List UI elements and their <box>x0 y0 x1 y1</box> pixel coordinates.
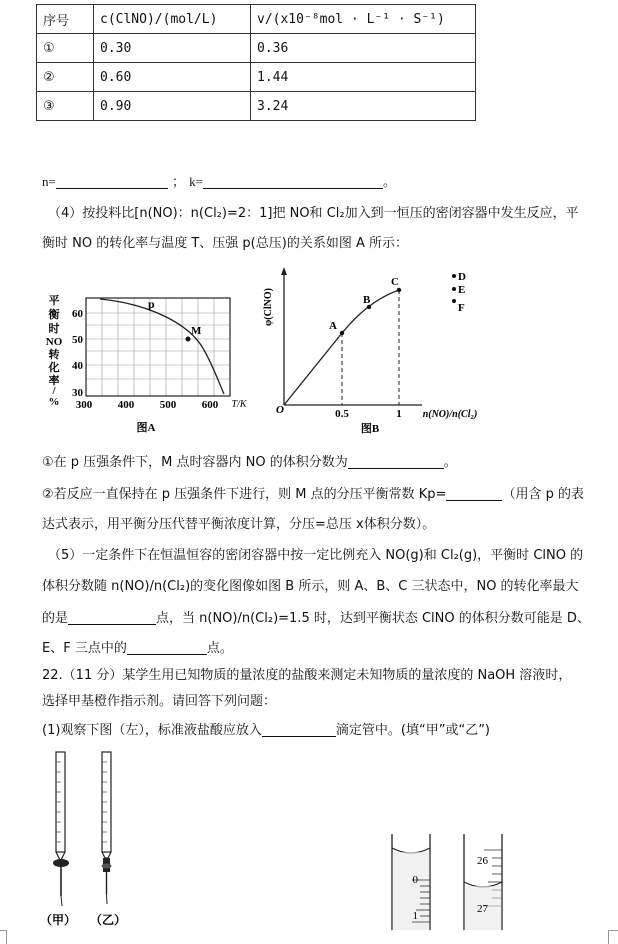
burettes-figure <box>36 748 146 934</box>
table-header-row <box>37 5 476 34</box>
figA-ytick: 40 <box>72 360 83 372</box>
table-cell: 0.60 <box>94 63 251 92</box>
reading-right <box>464 834 502 930</box>
figA-caption: 图A <box>136 422 156 434</box>
q4-sub1-end: 。 <box>443 455 457 470</box>
burette-left-label: （甲） <box>39 913 77 927</box>
figA-ylabel: 平 <box>48 295 60 307</box>
burette-yi <box>102 752 112 904</box>
q4-line2: 衡时 NO 的转化率与温度 T、压强 p(总压)的关系如图 A 所示： <box>42 236 408 251</box>
k-label: k= <box>189 174 203 189</box>
table-cell: 0.36 <box>251 34 476 63</box>
q22-blank-burette[interactable] <box>262 723 336 737</box>
q4-sub2 <box>42 487 584 501</box>
figB-xtick: 1 <box>396 408 402 420</box>
figB-origin: O <box>276 404 284 416</box>
figB-ylabel: φ(ClNO) <box>263 288 274 326</box>
table-row <box>37 34 476 63</box>
figA-ylabel: 衡 <box>48 309 60 321</box>
figB-caption: 图B <box>360 423 380 435</box>
q4-sub2-text: ②若反应一直保持在 p 压强条件下进行，则 M 点的分压平衡常数 Kp= <box>42 487 447 502</box>
figB-point-f <box>452 299 456 303</box>
figA-ylabel: NO <box>45 336 63 348</box>
q5-line4 <box>42 641 233 655</box>
reading-left <box>392 834 430 930</box>
q5-line3-start: 的是 <box>42 611 69 626</box>
corner-mark <box>608 930 618 931</box>
q4-sub2-blank[interactable] <box>446 487 502 501</box>
n-k-answer-line <box>42 175 396 189</box>
figA-xtick: 300 <box>75 399 93 411</box>
figA-xtick: 400 <box>117 399 135 411</box>
reading-left-top: 0 <box>412 874 418 886</box>
burette-right-label: （乙） <box>89 913 127 927</box>
line-end: 。 <box>382 175 396 190</box>
q22-line1: 22.（11 分）某学生用已知物质的量浓度的盐酸来测定未知物质的量浓度的 NaOH 溶液时， <box>42 668 572 683</box>
table-row <box>37 63 476 92</box>
table-cell: ① <box>37 34 94 63</box>
burette-jia <box>53 752 69 906</box>
q4-sub1-text: ①在 p 压强条件下，M 点时容器内 NO 的体积分数为 <box>42 455 348 470</box>
table-cell: 0.30 <box>94 34 251 63</box>
q22-line2: 选择甲基橙作指示剂。请回答下列问题： <box>42 694 277 709</box>
table-cell: ③ <box>37 92 94 121</box>
figA-xtick: 600 <box>201 399 219 411</box>
figure-a <box>40 288 245 436</box>
separator: ； <box>171 175 185 190</box>
figB-point-e <box>452 287 456 291</box>
stopcock-icon <box>53 859 69 867</box>
readings-figure <box>384 830 524 934</box>
figA-ylabel: 化 <box>48 362 60 374</box>
reading-left-bottom: 1 <box>412 910 418 922</box>
table-cell: 1.44 <box>251 63 476 92</box>
q22-line3-start: (1)观察下图（左），标准液盐酸应放入 <box>42 723 262 738</box>
q5-line3-rest: 点，当 n(NO)/n(Cl₂)=1.5 时，达到平衡状态 ClNO 的体积分数可能是 D、 <box>156 611 590 626</box>
reading-right-top: 26 <box>477 855 488 867</box>
corner-mark <box>608 930 609 944</box>
figure-b <box>262 265 502 437</box>
figA-ytick: 30 <box>72 387 83 399</box>
figA-ylabel: / <box>52 385 56 397</box>
figA-xtick: 500 <box>159 399 177 411</box>
figB-point-label: B <box>363 294 371 306</box>
rate-table <box>36 4 476 121</box>
q5-line2: 体积分数随 n(NO)/n(Cl₂)的变化图像如图 B 所示，则 A、B、C 三状态中，NO 的转化率最大 <box>42 579 579 594</box>
figA-ytick: 50 <box>72 334 83 346</box>
figB-xlabel: n(NO)/n(Cl₂) <box>422 409 478 420</box>
figA-ylabel: 转 <box>48 349 60 361</box>
q5-blank-point[interactable] <box>127 641 207 655</box>
q4-sub1 <box>42 455 457 469</box>
n-answer-blank[interactable] <box>56 175 168 189</box>
q4-sub1-blank[interactable] <box>348 455 444 469</box>
q5-line4-end: 点。 <box>206 641 233 656</box>
q5-line3 <box>42 611 590 625</box>
figB-extra-label: F <box>458 302 465 314</box>
figA-xunit: T/K <box>231 399 247 410</box>
q4-line1: （4）按投料比[n(NO)：n(Cl₂)=2：1]把 NO和 Cl₂加入到一恒压的密闭容器中发生反应，平 <box>48 206 579 221</box>
table-cell: ② <box>37 63 94 92</box>
figA-ylabel: 时 <box>48 323 60 335</box>
figB-point-a <box>340 331 344 335</box>
table-cell: 0.90 <box>94 92 251 121</box>
figB-point-c <box>397 288 401 292</box>
q5-line1: （5）一定条件下在恒温恒容的密闭容器中按一定比例充入 NO(g)和 Cl₂(g)，平衡时 ClNO 的 <box>48 548 584 563</box>
q5-blank-max[interactable] <box>68 611 156 625</box>
q4-sub2-tail: （用含 p 的表 <box>502 487 584 502</box>
reading-right-bottom: 27 <box>477 903 488 915</box>
table-row <box>37 92 476 121</box>
figA-point-label: M <box>191 325 202 337</box>
figB-xtick: 0.5 <box>335 408 349 420</box>
figB-point-label: C <box>391 276 399 288</box>
q5-line4-start: E、F 三点中的 <box>42 641 127 656</box>
figB-point-d <box>452 274 456 278</box>
table-header: 序号 <box>37 5 94 34</box>
figA-ylabel: % <box>48 396 60 408</box>
figB-point-label: A <box>329 320 337 332</box>
corner-mark <box>6 930 7 944</box>
figA-point-m <box>186 337 191 342</box>
figB-extra-label: D <box>458 271 466 283</box>
k-answer-blank[interactable] <box>203 175 383 189</box>
q22-line3 <box>42 723 490 737</box>
figB-y-arrow <box>281 267 287 275</box>
table-header: c(ClNO)/(mol/L) <box>94 5 251 34</box>
table-header: v/(x10⁻⁸mol · L⁻¹ · S⁻¹) <box>251 5 476 34</box>
n-label: n= <box>42 174 56 189</box>
figA-curve-label: p <box>148 297 155 311</box>
figA-ytick: 60 <box>72 308 83 320</box>
q4-sub2-line2: 达式表示，用平衡分压代替平衡浓度计算，分压=总压 x体积分数）。 <box>42 517 436 532</box>
q22-line3-end: 滴定管中。(填“甲”或“乙”) <box>335 723 491 738</box>
table-cell: 3.24 <box>251 92 476 121</box>
figB-extra-label: E <box>458 284 466 296</box>
figA-ylabel: 率 <box>48 375 60 387</box>
